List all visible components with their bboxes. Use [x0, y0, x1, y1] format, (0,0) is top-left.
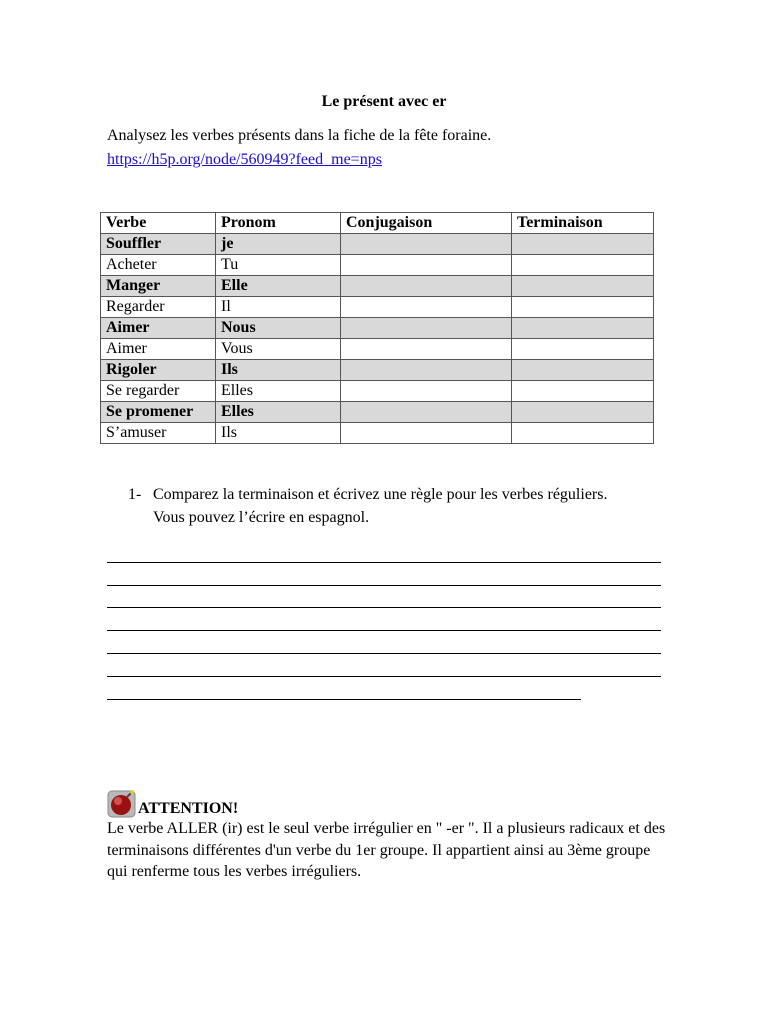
cell-pronom: Il — [216, 297, 341, 318]
cell-conjugaison[interactable] — [341, 255, 512, 276]
bomb-icon — [107, 788, 137, 818]
table-row — [101, 402, 654, 423]
answer-line[interactable] — [107, 608, 661, 631]
cell-pronom: Ils — [216, 360, 341, 381]
verb-table — [100, 212, 654, 444]
cell-pronom: Elles — [216, 402, 341, 423]
table-row — [101, 360, 654, 381]
header-terminaison: Terminaison — [512, 213, 654, 234]
cell-pronom: Tu — [216, 255, 341, 276]
cell-terminaison[interactable] — [512, 318, 654, 339]
cell-terminaison[interactable] — [512, 255, 654, 276]
cell-conjugaison[interactable] — [341, 402, 512, 423]
table-row — [101, 234, 654, 255]
answer-line[interactable] — [107, 631, 661, 654]
answer-line[interactable] — [107, 677, 581, 700]
cell-conjugaison[interactable] — [341, 318, 512, 339]
cell-terminaison[interactable] — [512, 423, 654, 444]
question-1 — [128, 483, 607, 529]
table-row — [101, 255, 654, 276]
attention-heading: ATTENTION! — [138, 800, 239, 817]
attention-text: Le verbe ALLER (ir) est le seul verbe irrégulier en " -er ". Il a plusieurs radicaux et des terminaisons différentes d'un verbe du 1er groupe. Il appartient ainsi au 3ème groupe qui renferme tous les verbes irréguliers. — [107, 820, 666, 880]
cell-verbe: Rigoler — [101, 360, 216, 381]
attention-heading-row — [107, 790, 667, 818]
cell-pronom: je — [216, 234, 341, 255]
attention-box — [107, 790, 667, 883]
cell-verbe: Se regarder — [101, 381, 216, 402]
cell-conjugaison[interactable] — [341, 234, 512, 255]
cell-verbe: Manger — [101, 276, 216, 297]
table-row — [101, 381, 654, 402]
table-header-row — [101, 213, 654, 234]
header-pronom: Pronom — [216, 213, 341, 234]
cell-conjugaison[interactable] — [341, 360, 512, 381]
intro — [107, 124, 491, 172]
answer-line[interactable] — [107, 654, 661, 677]
question-line-2: Vous pouvez l’écrire en espagnol. — [153, 509, 370, 526]
table-row — [101, 297, 654, 318]
page-title: Le présent avec er — [321, 93, 447, 110]
cell-terminaison[interactable] — [512, 234, 654, 255]
table-row — [101, 318, 654, 339]
table-row — [101, 276, 654, 297]
table-row — [101, 339, 654, 360]
cell-verbe: Aimer — [101, 339, 216, 360]
cell-pronom: Elles — [216, 381, 341, 402]
cell-verbe: Se promener — [101, 402, 216, 423]
answer-lines[interactable] — [107, 540, 661, 700]
intro-text: Analysez les verbes présents dans la fiche de la fête foraine. — [107, 127, 492, 144]
cell-terminaison[interactable] — [512, 339, 654, 360]
cell-pronom: Elle — [216, 276, 341, 297]
cell-conjugaison[interactable] — [341, 423, 512, 444]
question-number: 1- — [128, 486, 142, 503]
cell-conjugaison[interactable] — [341, 339, 512, 360]
cell-terminaison[interactable] — [512, 276, 654, 297]
cell-verbe: Regarder — [101, 297, 216, 318]
answer-line[interactable] — [107, 563, 661, 586]
cell-pronom: Vous — [216, 339, 341, 360]
table-row — [101, 423, 654, 444]
cell-verbe: Acheter — [101, 255, 216, 276]
question-line-1: Comparez la terminaison et écrivez une règle pour les verbes réguliers. — [153, 486, 608, 503]
cell-verbe: Aimer — [101, 318, 216, 339]
answer-line[interactable] — [107, 540, 661, 563]
answer-line[interactable] — [107, 586, 661, 609]
exercise-link[interactable]: https://h5p.org/node/560949?feed_me=nps — [107, 151, 382, 168]
header-conjugaison: Conjugaison — [341, 213, 512, 234]
cell-terminaison[interactable] — [512, 297, 654, 318]
cell-conjugaison[interactable] — [341, 276, 512, 297]
cell-conjugaison[interactable] — [341, 381, 512, 402]
cell-pronom: Nous — [216, 318, 341, 339]
cell-conjugaison[interactable] — [341, 297, 512, 318]
header-verbe: Verbe — [101, 213, 216, 234]
cell-verbe: S’amuser — [101, 423, 216, 444]
cell-pronom: Ils — [216, 423, 341, 444]
cell-verbe: Souffler — [101, 234, 216, 255]
cell-terminaison[interactable] — [512, 360, 654, 381]
cell-terminaison[interactable] — [512, 402, 654, 423]
cell-terminaison[interactable] — [512, 381, 654, 402]
